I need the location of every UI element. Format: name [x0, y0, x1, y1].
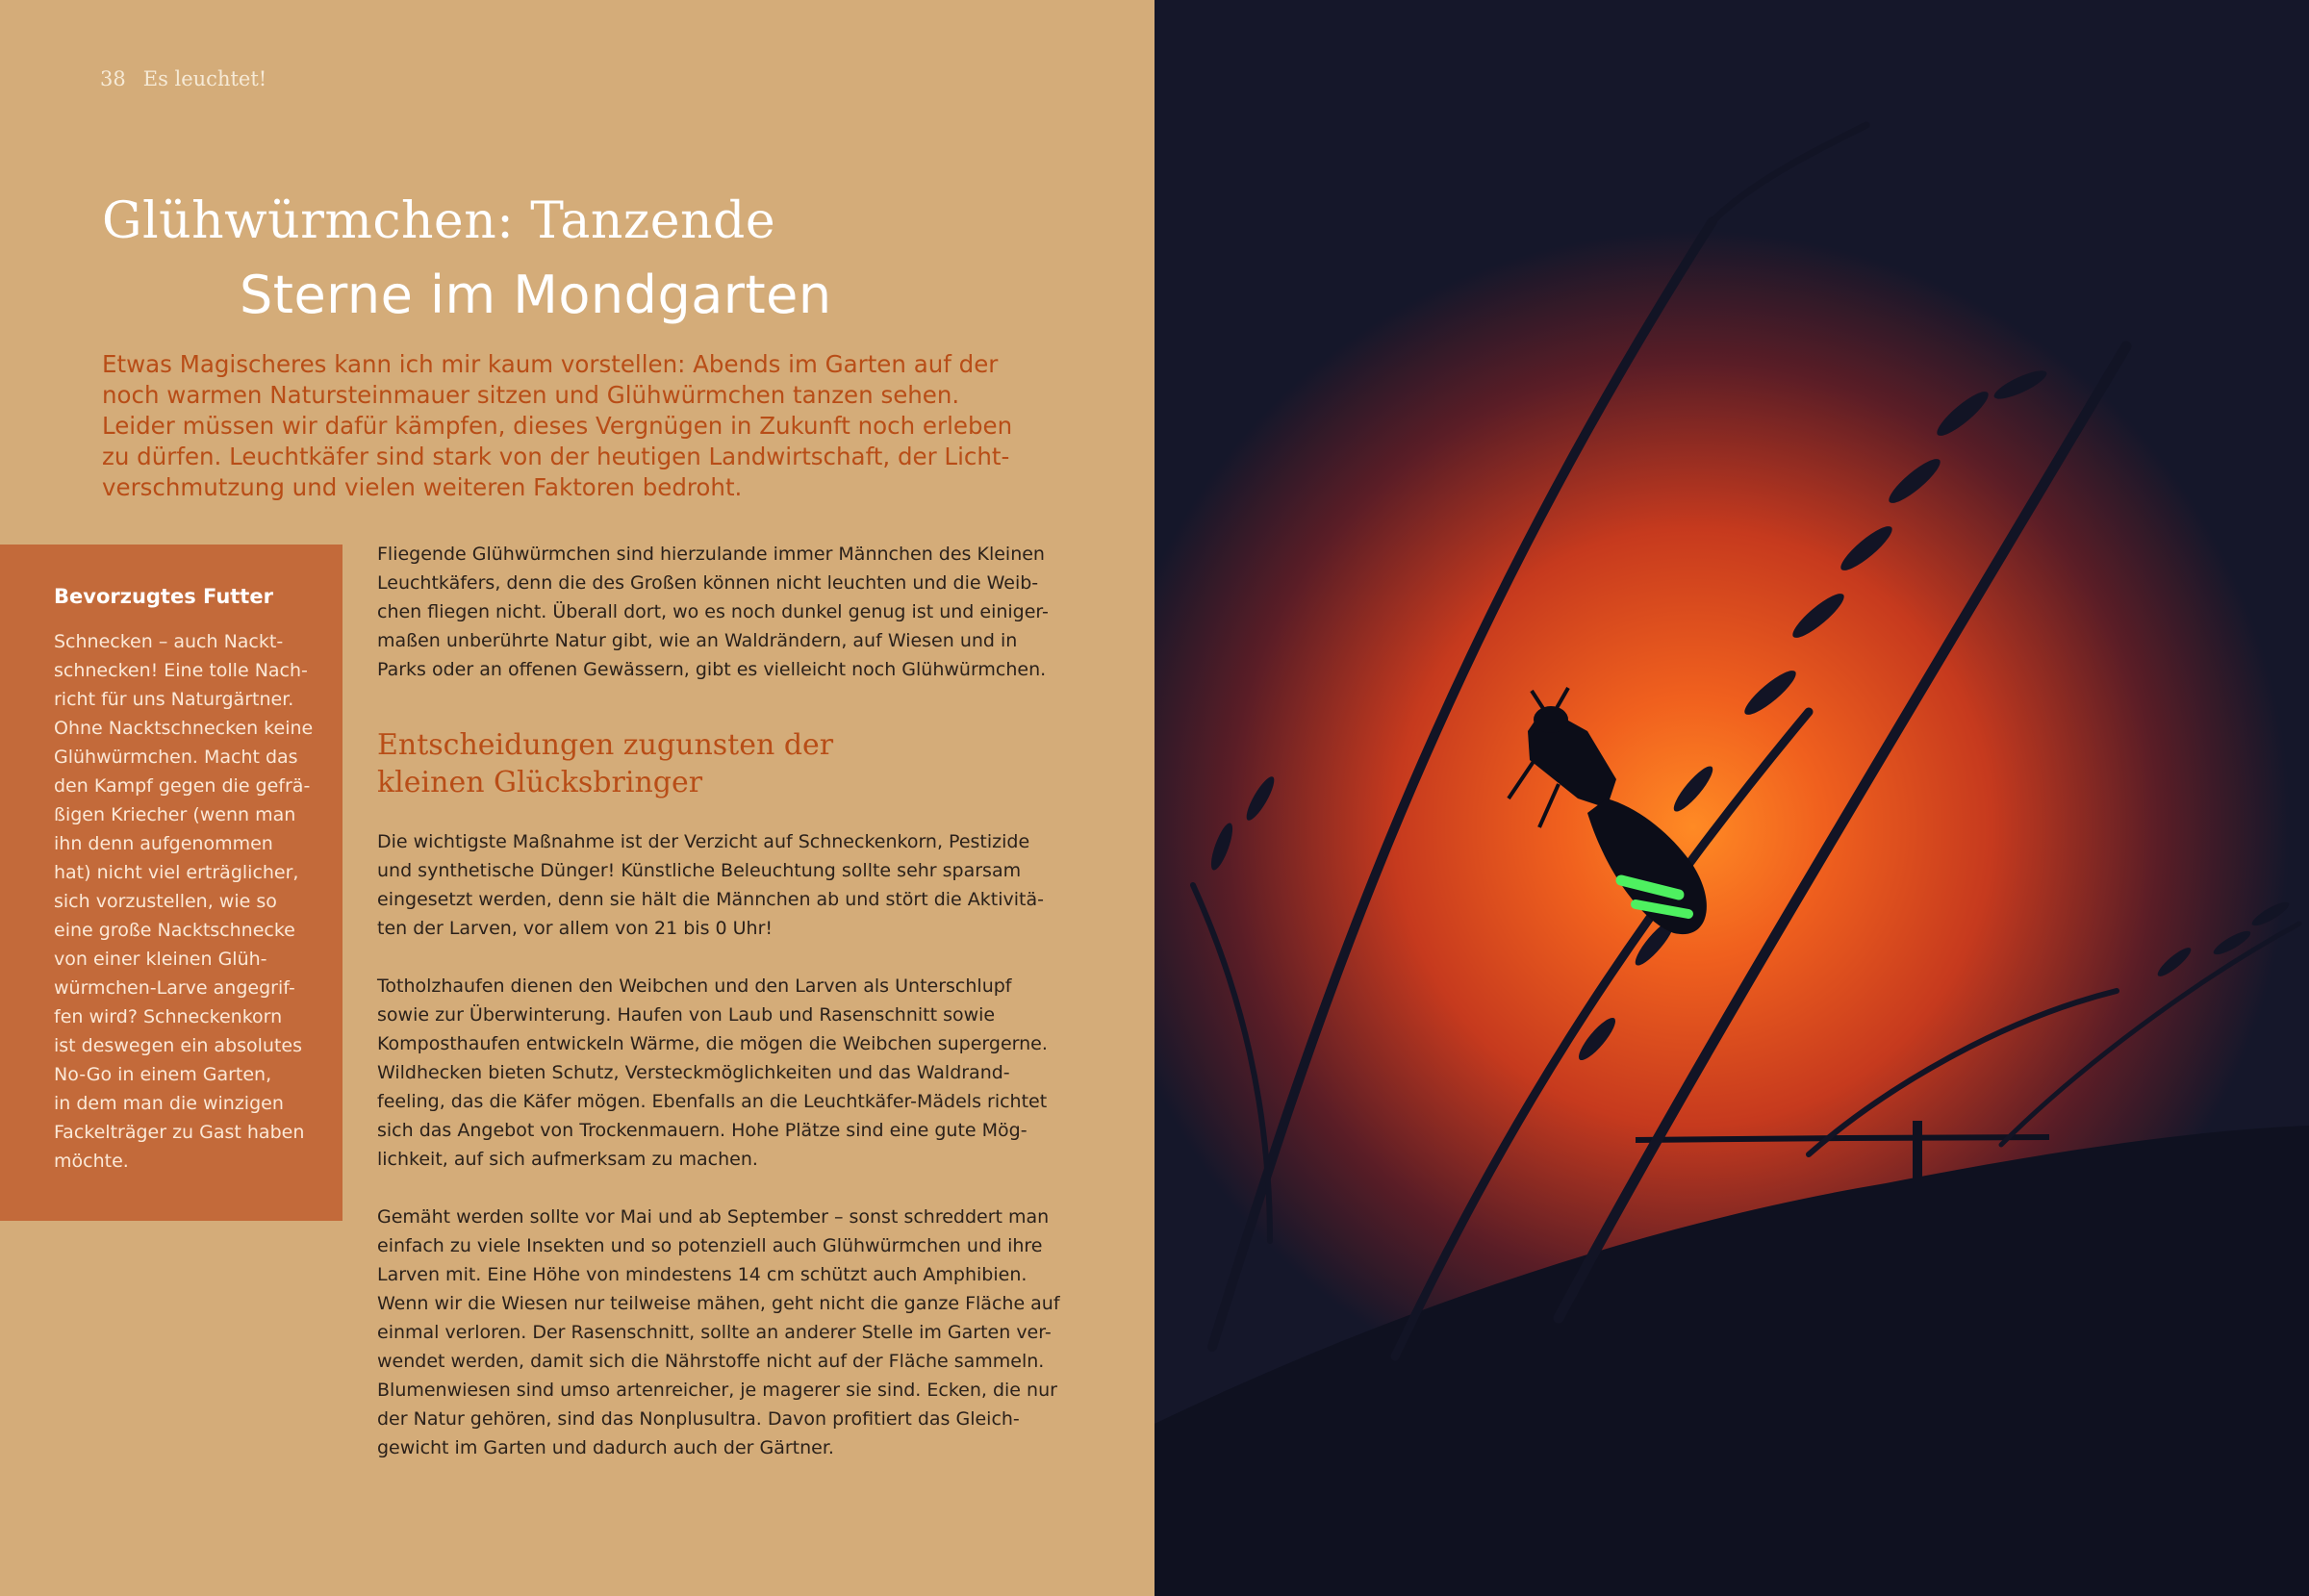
body-line: Fliegende Glühwürmchen sind hierzulande immer Männchen des Kleinen: [377, 544, 1045, 565]
body-line: gewicht im Garten und dadurch auch der Gärtner.: [377, 1437, 834, 1458]
lead-line: Leider müssen wir dafür kämpfen, dieses Vergnügen in Zukunft noch erleben: [102, 412, 1013, 440]
sidebar-line: möchte.: [54, 1151, 129, 1172]
sidebar-line: fen wird? Schneckenkorn: [54, 1006, 283, 1027]
body-line: Komposthaufen entwickeln Wärme, die mögen die Weibchen supergerne.: [377, 1033, 1048, 1054]
section-heading-line: kleinen Glücksbringer: [377, 766, 703, 799]
sidebar-title: Bevorzugtes Futter: [54, 585, 273, 608]
sidebar-line: Glühwürmchen. Macht das: [54, 747, 298, 768]
sidebar-line: von einer kleinen Glüh-: [54, 949, 267, 970]
body-line: lichkeit, auf sich aufmerksam zu machen.: [377, 1149, 758, 1170]
running-title: Es leuchtet!: [142, 67, 267, 90]
sidebar-box: [0, 545, 343, 1221]
body-paragraph-1: [377, 827, 1070, 943]
section-heading-line: Entscheidungen zugunsten der: [377, 728, 834, 762]
body-line: sowie zur Überwinterung. Haufen von Laub und Rasenschnitt sowie: [377, 1004, 996, 1026]
section-heading: [377, 726, 833, 801]
body-line: eingesetzt werden, denn sie hält die Männchen ab und stört die Aktivitä-: [377, 889, 1044, 910]
body-line: Parks oder an offenen Gewässern, gibt es vielleicht noch Glühwürmchen.: [377, 659, 1047, 680]
body-line: Larven mit. Eine Höhe von mindestens 14 cm schützt auch Amphibien.: [377, 1264, 1028, 1285]
firefly-photo: [1154, 0, 2309, 1596]
sidebar-line: eine große Nacktschnecke: [54, 920, 295, 941]
firefly-head: [1534, 706, 1568, 733]
body-line: Die wichtigste Maßnahme ist der Verzicht auf Schneckenkorn, Pestizide: [377, 831, 1030, 852]
lead-line: Etwas Magischeres kann ich mir kaum vorstellen: Abends im Garten auf der: [102, 350, 999, 378]
page-title-line-1: Glühwürmchen: Tanzende: [102, 192, 776, 250]
running-header: [100, 67, 266, 90]
sidebar-line: schnecken! Eine tolle Nach-: [54, 660, 308, 681]
sidebar-line: ßigen Kriecher (wenn man: [54, 804, 296, 825]
body-line: einfach zu viele Insekten und so potenziell auch Glühwürmchen und ihre: [377, 1235, 1043, 1256]
body-line: sich das Angebot von Trockenmauern. Hohe Plätze sind eine gute Mög-: [377, 1120, 1028, 1141]
sidebar-line: ihn denn aufgenommen: [54, 833, 273, 854]
sidebar-line: Fackelträger zu Gast haben: [54, 1122, 305, 1143]
body-line: wendet werden, damit sich die Nährstoffe nicht auf der Fläche sammeln.: [377, 1351, 1045, 1372]
body-paragraph-3: [377, 1203, 1070, 1462]
sidebar-line: würmchen-Larve angegrif-: [54, 977, 295, 999]
body-line: und synthetische Dünger! Künstliche Beleuchtung sollte sehr sparsam: [377, 860, 1022, 881]
body-line: Leuchtkäfers, denn die des Großen können nicht leuchten und die Weib-: [377, 572, 1039, 594]
page-title-line-2: Sterne im Mondgarten: [240, 265, 832, 325]
left-page: [0, 0, 1154, 1596]
body-line: Wenn wir die Wiesen nur teilweise mähen, geht nicht die ganze Fläche auf: [377, 1293, 1060, 1314]
fence-wire: [1636, 1137, 2049, 1140]
body-line: einmal verloren. Der Rasenschnitt, sollte an anderer Stelle im Garten ver-: [377, 1322, 1052, 1343]
body-paragraph-2: [377, 972, 1070, 1174]
sidebar-line: richt für uns Naturgärtner.: [54, 689, 294, 710]
body-line: Blumenwiesen sind umso artenreicher, je magerer sie sind. Ecken, die nur: [377, 1380, 1057, 1401]
lead-line: noch warmen Natursteinmauer sitzen und Glühwürmchen tanzen sehen.: [102, 381, 960, 409]
body-line: Wildhecken bieten Schutz, Versteckmöglichkeiten und das Waldrand-: [377, 1062, 1010, 1083]
sidebar-line: hat) nicht viel erträglicher,: [54, 862, 299, 883]
sidebar-text: [54, 627, 313, 1176]
sidebar-line: sich vorzustellen, wie so: [54, 891, 277, 912]
body-line: der Natur gehören, sind das Nonplusultra. Davon profitiert das Gleich-: [377, 1408, 1020, 1430]
sidebar-line: ist deswegen ein absolutes: [54, 1035, 303, 1056]
body-line: feeling, das die Käfer mögen. Ebenfalls an die Leuchtkäfer-Mädels richtet: [377, 1091, 1048, 1112]
body-line: chen fliegen nicht. Überall dort, wo es noch dunkel genug ist und einiger-: [377, 601, 1049, 622]
sidebar-line: den Kampf gegen die gefrä-: [54, 775, 311, 797]
body-intro-paragraph: [377, 540, 1070, 684]
body-line: Totholzhaufen dienen den Weibchen und den Larven als Unterschlupf: [377, 975, 1012, 997]
lead-line: zu dürfen. Leuchtkäfer sind stark von der heutigen Landwirtschaft, der Licht-: [102, 443, 1010, 470]
page-number: 38: [100, 67, 126, 90]
body-line: maßen unberührte Natur gibt, wie an Waldrändern, auf Wiesen und in: [377, 630, 1018, 651]
sidebar-line: Ohne Nacktschnecken keine: [54, 718, 314, 739]
body-line: Gemäht werden sollte vor Mai und ab September – sonst schreddert man: [377, 1206, 1050, 1228]
right-page: [1154, 0, 2309, 1596]
sidebar-line: in dem man die winzigen: [54, 1093, 284, 1114]
lead-line: verschmutzung und vielen weiteren Faktoren bedroht.: [102, 473, 743, 501]
fence-post: [1913, 1121, 1922, 1178]
sidebar-line: No-Go in einem Garten,: [54, 1064, 272, 1085]
body-line: ten der Larven, vor allem von 21 bis 0 Uhr!: [377, 918, 774, 939]
sidebar-line: Schnecken – auch Nackt-: [54, 631, 284, 652]
lead-paragraph: [102, 349, 1026, 503]
